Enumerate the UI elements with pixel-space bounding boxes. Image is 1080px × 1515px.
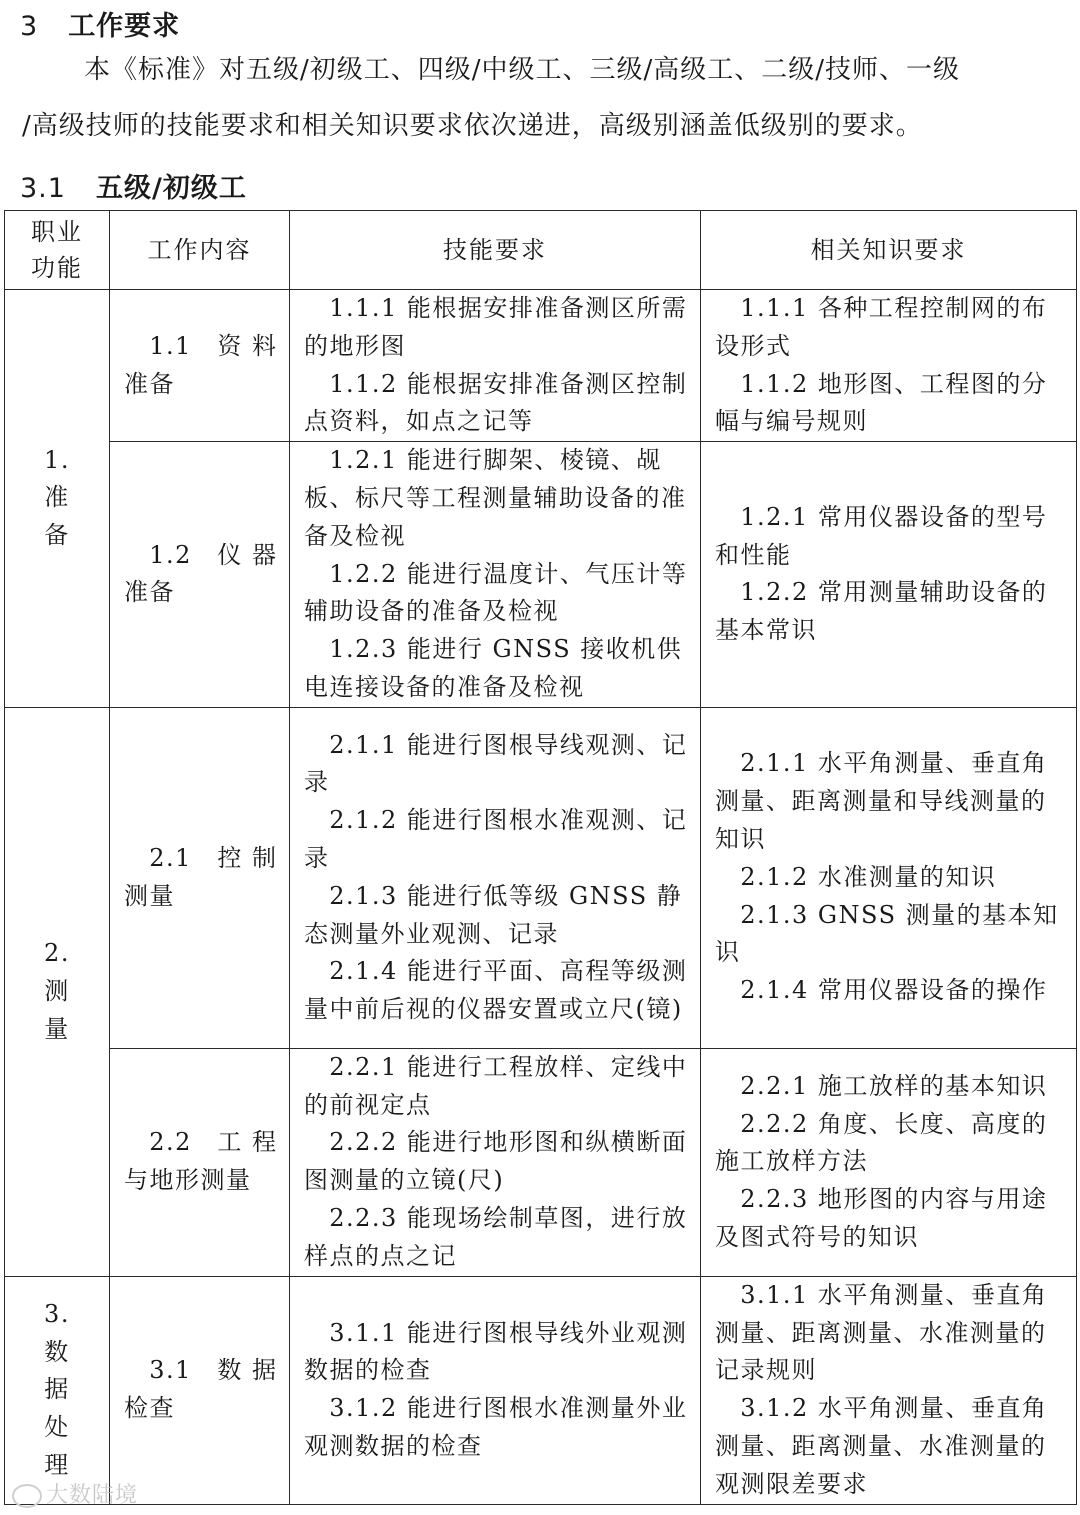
- header-function: 职业 功能: [5, 211, 110, 290]
- knowledge-cell: [701, 707, 1077, 1048]
- knowledge-item: 2.2.2 角度、长度、高度的施工放样方法: [715, 1109, 1048, 1176]
- function-number: 3.: [44, 1299, 70, 1328]
- section-heading: [20, 4, 180, 43]
- skill-item: 2.2.1 能进行工程放样、定线中的前视定点: [304, 1052, 688, 1119]
- skill-item: 1.1.2 能根据安排准备测区控制点资料，如点之记等: [304, 369, 688, 436]
- table-row: [5, 1048, 1077, 1276]
- skills-cell: [290, 1048, 701, 1276]
- knowledge-item: 2.1.2 水准测量的知识: [740, 862, 997, 891]
- knowledge-cell: [701, 290, 1077, 442]
- skills-cell: [290, 442, 701, 708]
- function-cell: [5, 707, 110, 1276]
- work-content-cell: [110, 442, 290, 708]
- section-title: 工作要求: [68, 11, 181, 42]
- function-number: 1.: [44, 445, 70, 474]
- skill-item: 2.1.3 能进行低等级 GNSS 静态测量外业观测、记录: [304, 881, 683, 948]
- function-char: 据: [44, 1375, 70, 1404]
- function-number: 2.: [44, 939, 70, 968]
- work-content-line-1: 1.1 资 料: [149, 331, 278, 360]
- skills-cell: [290, 1276, 701, 1504]
- skill-item: 3.1.2 能进行图根水准测量外业观测数据的检查: [304, 1394, 688, 1461]
- section-number: 3: [20, 11, 39, 42]
- function-char: 准: [44, 483, 70, 512]
- work-content-cell: [110, 1048, 290, 1276]
- table-body: [5, 290, 1077, 1505]
- function-char: 数: [44, 1337, 70, 1366]
- skill-item: 1.2.3 能进行 GNSS 接收机供电连接设备的准备及检视: [304, 635, 683, 701]
- knowledge-cell: [701, 1048, 1077, 1276]
- watermark-text: 大数陆境: [46, 1483, 139, 1508]
- work-content-line-1: 2.2 工 程: [149, 1128, 278, 1157]
- skill-item: 2.1.2 能进行图根水准观测、记录: [304, 806, 688, 872]
- knowledge-item: 1.1.1 各种工程控制网的布设形式: [715, 294, 1048, 360]
- intro-line-1: 本《标准》对五级/初级工、四级/中级工、三级/高级工、二级/技师、一级: [84, 55, 961, 85]
- work-content-line-1: 2.1 控 制: [149, 843, 278, 872]
- table-header-row: [5, 211, 1077, 290]
- knowledge-item: 2.1.3 GNSS 测量的基本知识: [715, 900, 1059, 967]
- subsection-number: 3.1: [20, 173, 66, 204]
- knowledge-item: 3.1.1 水平角测量、垂直角测量、距离测量、水准测量的记录规则: [715, 1280, 1048, 1385]
- skill-item: 2.2.2 能进行地形图和纵横断面图测量的立镜(尺): [304, 1128, 688, 1195]
- knowledge-item: 3.1.2 水平角测量、垂直角测量、距离测量、水准测量的观测限差要求: [715, 1394, 1048, 1498]
- watermark-logo-icon: [12, 1484, 42, 1508]
- skill-item: 1.2.2 能进行温度计、气压计等辅助设备的准备及检视: [304, 559, 688, 626]
- table-row: [5, 290, 1077, 442]
- knowledge-item: 2.1.4 常用仪器设备的操作: [740, 976, 1048, 1005]
- skill-item: 3.1.1 能进行图根导线外业观测数据的检查: [304, 1318, 688, 1385]
- table-row: [5, 1276, 1077, 1504]
- work-content-line-2: 测量: [124, 881, 175, 910]
- work-content-cell: [110, 1276, 290, 1504]
- subsection-title: 五级/初级工: [95, 173, 247, 204]
- skills-cell: [290, 290, 701, 442]
- knowledge-item: 1.1.2 地形图、工程图的分幅与编号规则: [715, 369, 1048, 436]
- work-content-line-1: 1.2 仪 器: [149, 540, 278, 569]
- skill-item: 2.1.4 能进行平面、高程等级测量中前后视的仪器安置或立尺(镜): [304, 957, 688, 1024]
- function-char: 测: [44, 976, 70, 1005]
- function-cell: [5, 290, 110, 708]
- knowledge-item: 1.2.2 常用测量辅助设备的基本常识: [715, 578, 1048, 645]
- header-skills: 技能要求: [290, 211, 701, 290]
- work-content-line-2: 检查: [124, 1394, 175, 1423]
- watermark: [12, 1478, 138, 1509]
- function-cell: [5, 1276, 110, 1504]
- skill-item: 2.1.1 能进行图根导线观测、记录: [304, 730, 688, 797]
- skill-item: 1.1.1 能根据安排准备测区所需的地形图: [304, 294, 688, 360]
- function-char: 备: [44, 521, 70, 550]
- knowledge-item: 2.2.1 施工放样的基本知识: [740, 1071, 1048, 1100]
- function-char: 量: [44, 1014, 70, 1043]
- function-char: 处: [44, 1413, 70, 1442]
- function-char: 理: [44, 1450, 70, 1479]
- skills-cell: [290, 707, 701, 1048]
- requirements-table: [4, 210, 1077, 1505]
- subsection-heading: [20, 166, 247, 205]
- knowledge-cell: [701, 442, 1077, 708]
- work-content-line-2: 准备: [124, 578, 175, 607]
- skill-item: 2.2.3 能现场绘制草图，进行放样点的点之记: [304, 1204, 688, 1270]
- skill-item: 1.2.1 能进行脚架、棱镜、觇板、标尺等工程测量辅助设备的准备及检视: [304, 446, 687, 550]
- knowledge-item: 2.2.3 地形图的内容与用途及图式符号的知识: [715, 1185, 1048, 1251]
- work-content-cell: [110, 707, 290, 1048]
- intro-paragraph: [22, 42, 1072, 154]
- intro-line-2: /高级技师的技能要求和相关知识要求依次递进，高级别涵盖低级别的要求。: [22, 111, 923, 141]
- table-row: [5, 442, 1077, 708]
- header-knowledge: 相关知识要求: [701, 211, 1077, 290]
- table-row: [5, 707, 1077, 1048]
- knowledge-cell: [701, 1276, 1077, 1504]
- work-content-line-1: 3.1 数 据: [149, 1356, 278, 1385]
- knowledge-item: 2.1.1 水平角测量、垂直角测量、距离测量和导线测量的知识: [715, 749, 1048, 854]
- work-content-cell: [110, 290, 290, 442]
- knowledge-item: 1.2.1 常用仪器设备的型号和性能: [715, 502, 1048, 569]
- work-content-line-2: 准备: [124, 369, 175, 398]
- work-content-line-2: 与地形测量: [124, 1166, 252, 1195]
- header-content: 工作内容: [110, 211, 290, 290]
